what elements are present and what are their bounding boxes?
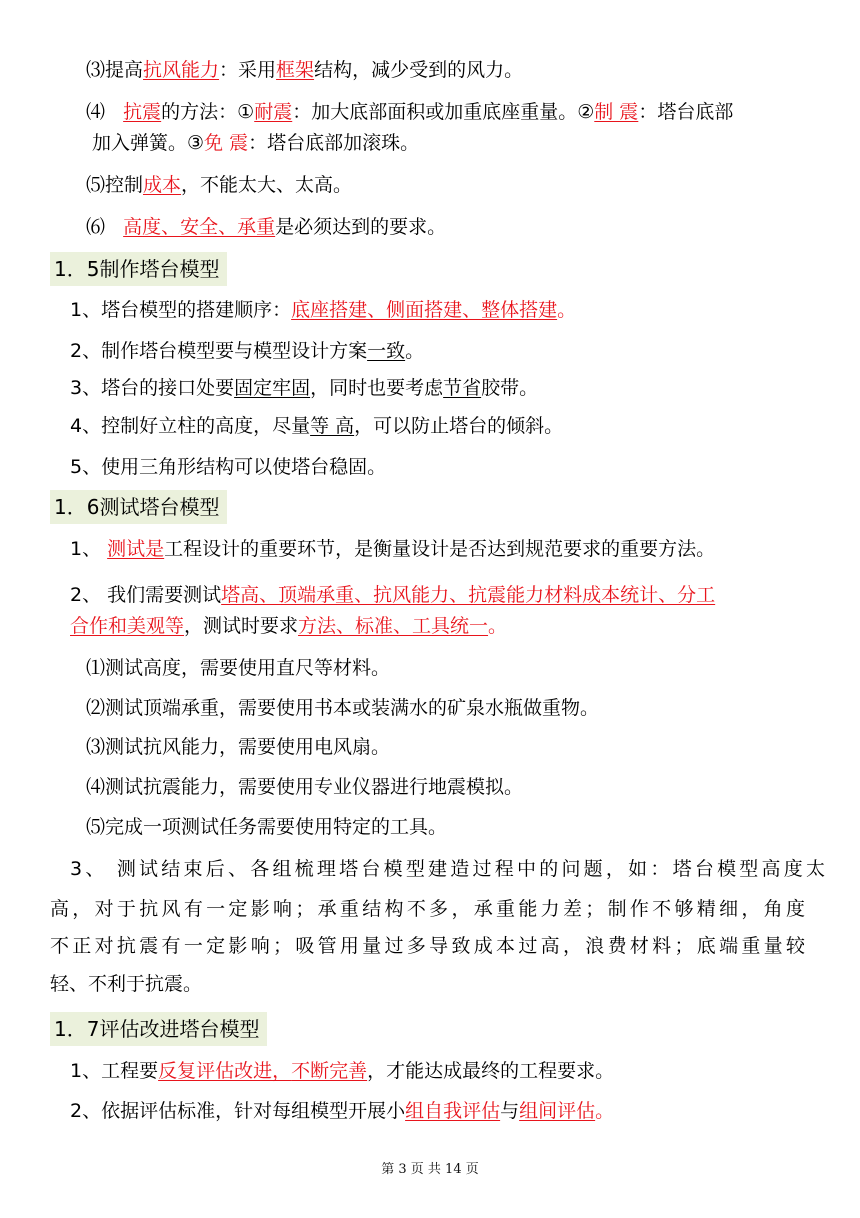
page-footer: 第 3 页 共 14 页 [381,1162,479,1177]
section-heading-1-5: 1．5制作塔台模型 [50,252,227,286]
list-item: 2、制作塔台模型要与模型设计方案一致。 [70,340,425,362]
list-item: 1、塔台模型的搭建顺序：底座搭建、侧面搭建、整体搭建。 [70,299,577,321]
list-item: 2、 我们需要测试塔高、顶端承重、抗风能力、抗震能力材料成本统计、分工 [70,584,716,606]
item-seismic-methods: ⑷ 抗震的方法：①耐震：加大底部面积或加重底座重量。②制 震：塔台底部 [86,101,734,123]
list-item: 1、 测试是工程设计的重要环节，是衡量设计是否达到规范要求的重要方法。 [70,538,716,560]
sub-item: ⑵测试顶端承重，需要使用书本或装满水的矿泉水瓶做重物。 [86,697,600,719]
item-requirements: ⑹ 高度、安全、承重是必须达到的要求。 [86,216,447,238]
section-heading-1-6: 1．6测试塔台模型 [50,490,227,524]
sub-item: ⑶测试抗风能力，需要使用电风扇。 [86,736,391,758]
list-item: 4、控制好立柱的高度，尽量等 高，可以防止塔台的倾斜。 [70,415,564,437]
list-item: 1、工程要反复评估改进，不断完善，才能达成最终的工程要求。 [70,1060,615,1082]
list-item-cont: 合作和美观等，测试时要求方法、标准、工具统一。 [70,615,508,637]
paragraph-line: 高，对于抗风有一定影响；承重结构不多，承重能力差；制作不够精细，角度 [50,898,805,920]
item-wind-resistance: ⑶提高抗风能力：采用框架结构，减少受到的风力。 [86,59,524,81]
sub-item: ⑷测试抗震能力，需要使用专业仪器进行地震模拟。 [86,776,524,798]
list-item: 2、依据评估标准，针对每组模型开展小组自我评估与组间评估。 [70,1100,615,1122]
item-seismic-methods-cont: 加入弹簧。③免 震：塔台底部加滚珠。 [92,132,420,154]
list-item: 5、使用三角形结构可以使塔台稳固。 [70,456,387,478]
sub-item: ⑴测试高度，需要使用直尺等材料。 [86,657,391,679]
section-heading-1-7: 1．7评估改进塔台模型 [50,1012,267,1046]
paragraph-line: 3、 测试结束后、各组梳理塔台模型建造过程中的问题，如：塔台模型高度太 [70,858,825,880]
sub-item: ⑸完成一项测试任务需要使用特定的工具。 [86,816,448,838]
paragraph-line: 轻、不利于抗震。 [50,973,203,995]
list-item: 3、塔台的接口处要固定牢固，同时也要考虑节省胶带。 [70,377,539,399]
paragraph-line: 不正对抗震有一定影响；吸管用量过多导致成本过高，浪费材料；底端重量较 [50,935,805,957]
item-cost-control: ⑸控制成本，不能太大、太高。 [86,174,353,196]
